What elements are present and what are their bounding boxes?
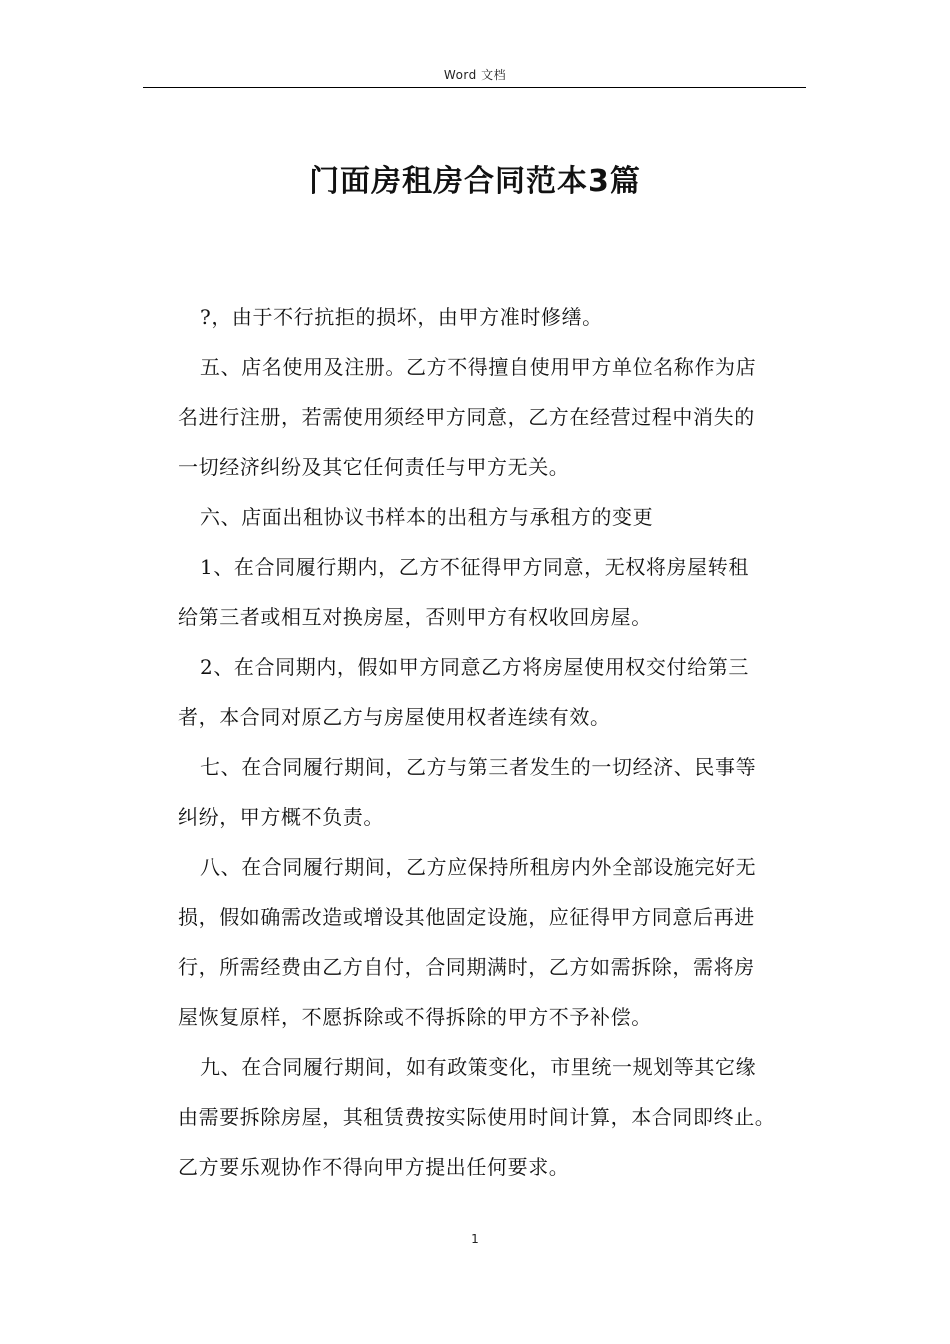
text-line: 损，假如确需改造或增设其他固定设施，应征得甲方同意后再进: [178, 905, 755, 929]
page-number: 1: [471, 1232, 479, 1246]
text-line: 七、在合同履行期间，乙方与第三者发生的一切经济、民事等: [200, 755, 757, 779]
page-header-label: Word 文档: [443, 68, 507, 82]
text-line: 2、在合同期内，假如甲方同意乙方将房屋使用权交付给第三: [200, 655, 749, 679]
header-divider: [143, 87, 806, 88]
text-line: 六、店面出租协议书样本的出租方与承租方的变更: [200, 505, 654, 529]
paragraph-clause-2: [178, 642, 818, 742]
paragraph-disputes: [178, 742, 818, 842]
text-line: 者，本合同对原乙方与房屋使用权者连续有效。: [178, 705, 611, 729]
text-line: 五、店名使用及注册。乙方不得擅自使用甲方单位名称作为店: [200, 355, 757, 379]
text-line: 纠纷，甲方概不负责。: [178, 805, 384, 829]
text-line: 由需要拆除房屋，其租赁费按实际使用时间计算，本合同即终止。: [178, 1105, 776, 1129]
text-line: 一切经济纠纷及其它任何责任与甲方无关。: [178, 455, 570, 479]
paragraph-clause-1: [178, 542, 818, 642]
paragraph-shop-name: [178, 342, 818, 492]
text-line: 给第三者或相互对换房屋，否则甲方有权收回房屋。: [178, 605, 652, 629]
paragraph-facilities: [178, 842, 818, 1042]
text-line: ?，由于不行抗拒的损坏，由甲方准时修缮。: [200, 305, 603, 329]
text-line: 八、在合同履行期间，乙方应保持所租房内外全部设施完好无: [200, 855, 757, 879]
text-line: 名进行注册，若需使用须经甲方同意，乙方在经营过程中消失的: [178, 405, 755, 429]
text-line: 1、在合同履行期内，乙方不征得甲方同意，无权将房屋转租: [200, 555, 749, 579]
paragraph-repair: [178, 292, 818, 342]
paragraph-policy-change: [178, 1042, 818, 1192]
paragraph-party-change: [178, 492, 818, 542]
text-line: 乙方要乐观协作不得向甲方提出任何要求。: [178, 1155, 570, 1179]
document-body: [178, 292, 818, 1192]
document-title: 门面房租房合同范本3篇: [309, 164, 641, 199]
text-line: 屋恢复原样，不愿拆除或不得拆除的甲方不予补偿。: [178, 1005, 652, 1029]
text-line: 九、在合同履行期间，如有政策变化，市里统一规划等其它缘: [200, 1055, 757, 1079]
text-line: 行，所需经费由乙方自付，合同期满时，乙方如需拆除，需将房: [178, 955, 755, 979]
